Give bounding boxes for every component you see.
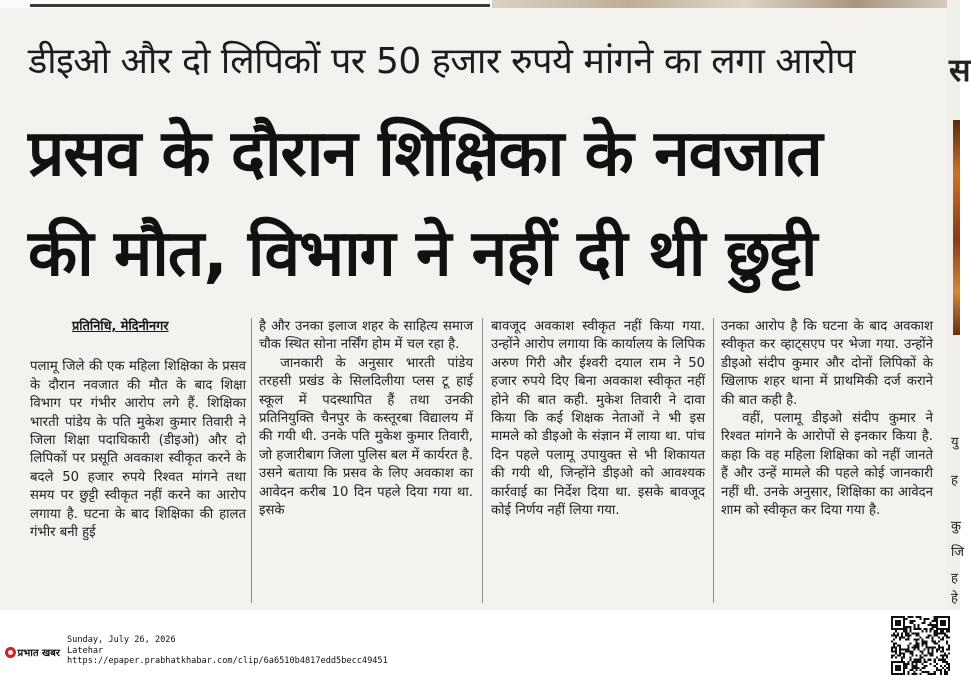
edge-text-fragment: कु <box>951 519 961 534</box>
top-edge-strip <box>0 0 960 8</box>
clip-edition: Latehar <box>67 645 104 656</box>
article-column-1 <box>30 318 246 608</box>
edge-text-fragment: हे <box>951 591 958 606</box>
sub-headline: डीइओ और दो लिपिकों पर 50 हजार रुपये मांगने का लगा आरोप <box>28 41 856 82</box>
article-column-3 <box>491 318 705 608</box>
main-headline <box>28 104 938 304</box>
qr-code-icon[interactable] <box>891 616 950 675</box>
logo-mark-icon <box>5 647 16 658</box>
edge-subhead-fragment: स <box>949 51 971 89</box>
article-column-2 <box>259 318 473 608</box>
edge-text-fragment: जि <box>951 545 965 560</box>
byline: प्रतिनिधि, मेदिनीनगर <box>72 319 169 334</box>
article-column-4 <box>721 318 933 608</box>
paragraph: बावजूद अवकाश स्वीकृत नहीं किया गया. उन्होंने आरोप लगाया कि कार्यालय के लिपिक अरुण गिरी और ईश्वरी दयाल राम ने 50 हजार रुपये दिए बिना अवकाश स्वीकृत नहीं होने की बात कही. मुकेश तिवारी ने दावा किया कि कई शिक्षक नेताओं ने भी इस मामले को डीइओ के संज्ञान में लाया था. पांच दिन पहले पलामू उपायुक्त से भी शिकायत की गयी थी, जिन्होंने डीइओ को आवश्यक कार्रवाई का निर्देश दिया था. इसके बावजूद कोई निर्णय नहीं लिया गया. <box>491 319 705 519</box>
headline-line-1: प्रसव के दौरान शिक्षिका के नवजात <box>28 117 822 191</box>
paragraph: है और उनका इलाज शहर के साहित्य समाज चौक स्थित सोना नर्सिंग होम में चल रहा है. <box>259 319 473 353</box>
paragraph: उनका आरोप है कि घटना के बाद अवकाश स्वीकृत कर व्हाट्सएप पर भेजा गया. उन्होंने डीइओ संदीप कुमार और दोनों लिपिकों के खिलाफ शहर थाना में प्राथमिकी दर्ज कराने की बात कही है. <box>721 319 933 408</box>
edge-text-fragment: ह <box>951 473 958 488</box>
logo-text: प्रभात खबर <box>17 648 60 659</box>
edge-text-fragment: ह <box>951 571 958 586</box>
paragraph: पलामू जिले की एक महिला शिक्षिका के प्रसव के दौरान नवजात की मौत के बाद शिक्षा विभाग पर गंभीर आरोप लगे हैं. शिक्षिका भारती पांडेय के पति मुकेश कुमार तिवारी ने जिला शिक्षा पदाधिकारी (डीइओ) और दो लिपिकों पर प्रसूति अवकाश स्वीकृत करने के बदले 50 हजार रुपये रिश्वत मांगने तथा समय पर छुट्टी स्वीकृत नहीं करने का आरोप लगाया है. घटना के बाद शिक्षिका की हालत गंभीर बनी हुई <box>30 359 246 541</box>
column-divider <box>713 318 714 603</box>
clip-url[interactable]: https://epaper.prabhatkhabar.com/clip/6a6510b4817edd5becc49451 <box>67 656 388 666</box>
top-rule <box>30 4 490 7</box>
edge-text-fragment: यु <box>951 435 959 450</box>
headline-line-2: की मौत, विभाग ने नहीं दी थी छुट्टी <box>28 217 817 291</box>
paragraph: जानकारी के अनुसार भारती पांडेय तरहसी प्रखंड के सिलदिलीया प्लस टू हाई स्कूल में पदस्थापित हैं तथा उनकी प्रतिनियुक्ति चैनपुर के कस्तूरबा विद्यालय में की गयी थी. उनके पति मुकेश कुमार तिवारी, जो हजारीबाग जिला पुलिस बल में कार्यरत है. उसने बताया कि प्रसव के लिए अवकाश का आवेदन करीब 10 दिन पहले दिया गया था. इसके <box>259 355 473 519</box>
publisher-logo <box>5 640 60 664</box>
clip-metadata <box>67 635 388 667</box>
adjacent-photo-edge <box>953 120 960 335</box>
column-divider <box>482 318 483 603</box>
clip-date: Sunday, July 26, 2026 <box>67 635 176 645</box>
paragraph: वहीं, पलामू डीइओ संदीप कुमार ने रिश्वत मांगने के आरोपों से इनकार किया है. कहा कि वह महिला शिक्षिका को नहीं जानते हैं और उन्हें मामले की पहले कोई जानकारी नहीं थी. उनके अनुसार, शिक्षिका का आवेदन शाम को स्वीकृत कर दिया गया है. <box>721 411 933 519</box>
column-divider <box>251 318 252 603</box>
photo-strip <box>492 0 947 8</box>
